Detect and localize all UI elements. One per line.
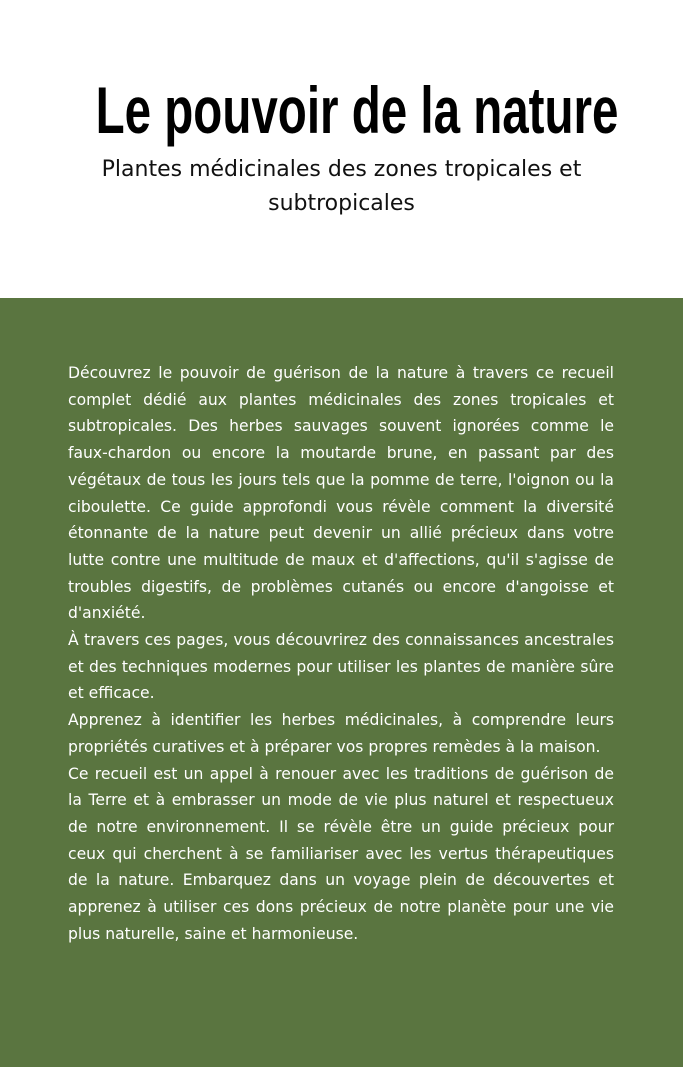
description-paragraph-2: À travers ces pages, vous découvrirez des connaissances ancestrales et des techniques modernes pour utiliser les plantes de manière sûre et efficace. <box>68 631 614 703</box>
book-subtitle: Plantes médicinales des zones tropicales et subtropicales <box>101 157 582 216</box>
description-paragraph-3: Apprenez à identifier les herbes médicinales, à comprendre leurs propriétés curatives et à préparer vos propres remèdes à la maison. <box>68 711 614 756</box>
description-paragraph-1: Découvrez le pouvoir de guérison de la nature à travers ce recueil complet dédié aux plantes médicinales des zones tropicales et subtropicales. Des herbes sauvages souvent ignorées comme le faux-chardon ou encore la moutarde brune, en passant par des végétaux de tous les jours tels que la pomme de terre, l'oignon ou la ciboulette. Ce guide approfondi vous révèle comment la diversité étonnante de la nature peut devenir un allié précieux dans votre lutte contre une multitude de maux et d'affections, qu'il s'agisse de troubles digestifs, de problèmes cutanés ou encore d'angoisse et d'anxiété. <box>68 364 614 623</box>
header-section <box>0 0 683 298</box>
description-text <box>68 360 614 947</box>
description-paragraph-4: Ce recueil est un appel à renouer avec les traditions de guérison de la Terre et à embrasser un mode de vie plus naturel et respectueux de notre environnement. Il se révèle être un guide précieux pour ceux qui cherchent à se familiariser avec les vertus thérapeutiques de la nature. Embarquez dans un voyage plein de découvertes et apprenez à utiliser ces dons précieux de notre planète pour une vie plus naturelle, saine et harmonieuse. <box>68 764 614 943</box>
book-title: Le pouvoir de la nature <box>95 73 619 147</box>
description-panel <box>0 298 683 1067</box>
